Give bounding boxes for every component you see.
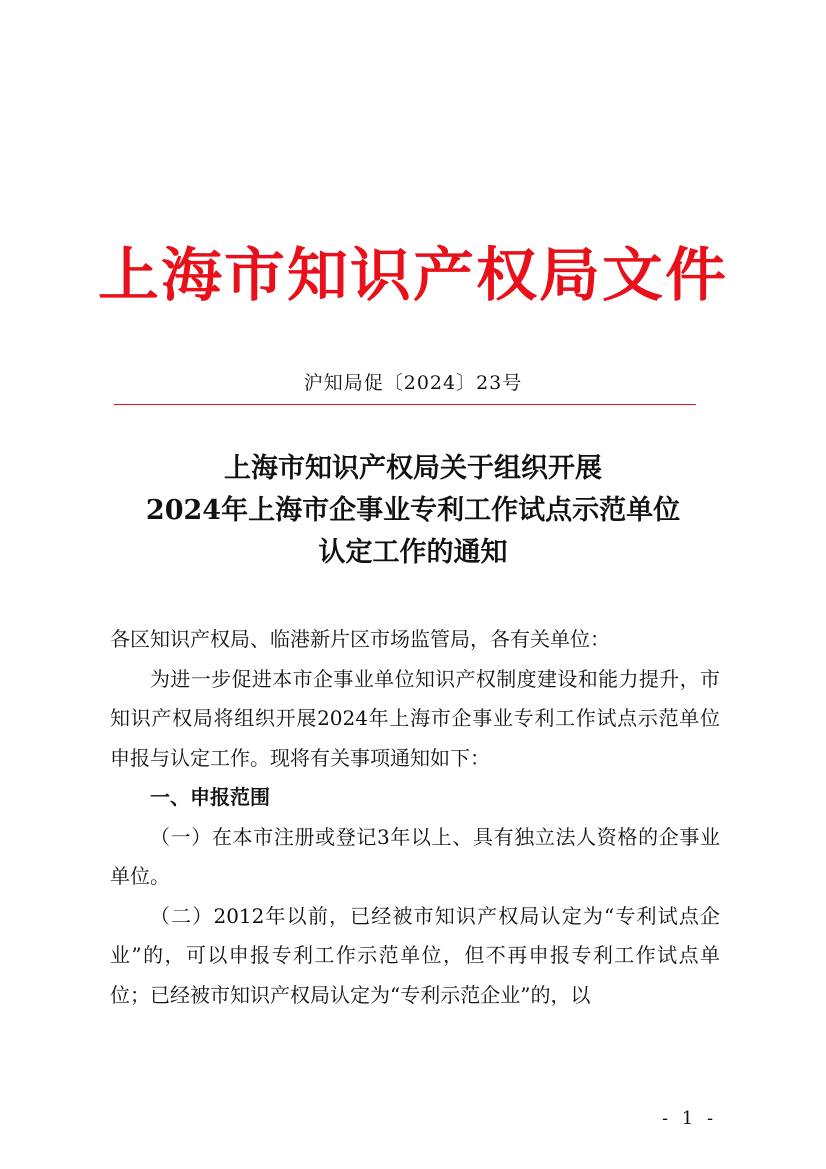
notice-title-line: 2024年上海市企事业专利工作试点示范单位 — [145, 495, 681, 526]
scope-item-2: （二）2012年以前，已经被市知识产权局认定为“专利试点企业”的，可以申报专利工作示范单位，但不再申报专利工作试点单位；已经被市知识产权局认定为“专利示范企业”的，以 — [110, 903, 720, 1007]
notice-title-line: 上海市知识产权局关于组织开展 — [224, 453, 602, 484]
document-number: 沪知局促〔2024〕23号 — [303, 372, 523, 394]
addressee-line: 各区知识产权局、临港新片区市场监管局，各有关单位： — [110, 627, 610, 651]
intro-paragraph: 为进一步促进本市企事业单位知识产权制度建设和能力提升，市知识产权局将组织开展2024年上海市企事业专利工作试点示范单位申报与认定工作。现将有关事项通知如下： — [110, 666, 720, 770]
notice-title-line: 认定工作的通知 — [318, 537, 508, 568]
scope-item-1: （一）在本市注册或登记3年以上、具有独立法人资格的企事业单位。 — [110, 824, 720, 888]
red-divider-line — [114, 404, 696, 405]
page-number: - 1 - — [662, 1108, 718, 1129]
notice-title — [0, 448, 826, 574]
document-header-title: 上海市知识产权局文件 — [97, 241, 729, 309]
section-heading: 一、申报范围 — [150, 785, 270, 809]
notice-body — [110, 620, 720, 1015]
